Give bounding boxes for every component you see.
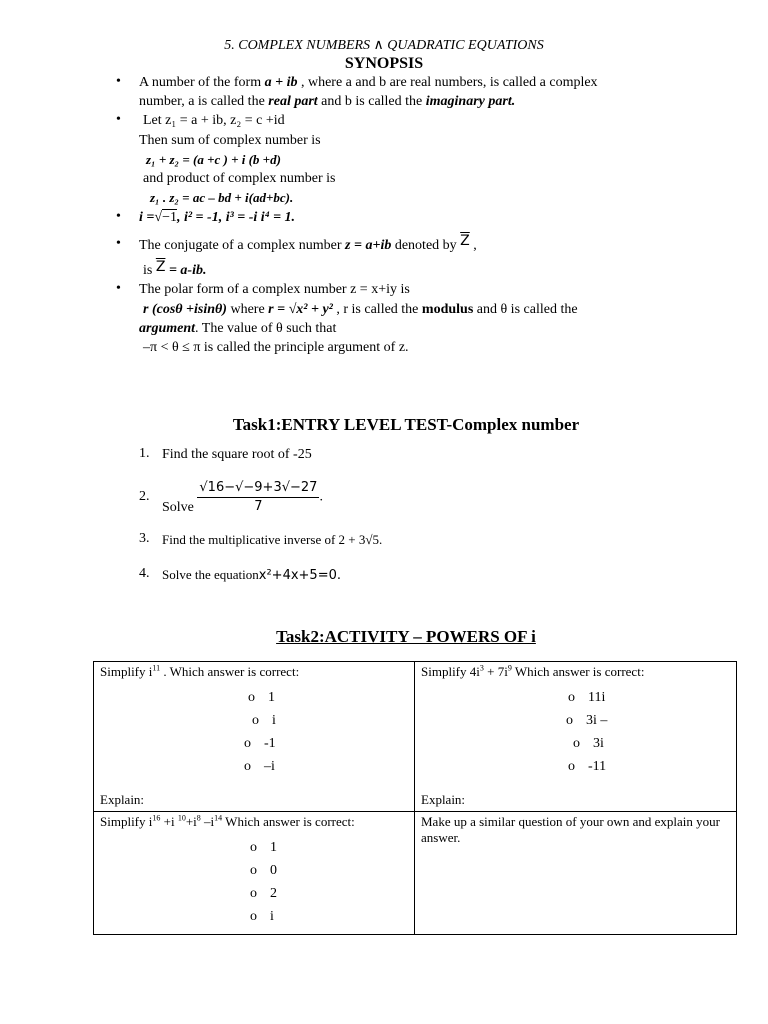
synopsis-heading: SYNOPSIS <box>344 55 424 72</box>
option-item[interactable] <box>100 690 408 713</box>
synopsis-b4-line1 <box>139 233 477 255</box>
equation: x²+4x+5=0. <box>258 568 341 583</box>
bullet-icon: • <box>116 236 121 251</box>
synopsis-b2-line1: Let z₁ = a + ib, z₂ = c +id <box>143 113 285 128</box>
text-emph: argument <box>139 321 196 336</box>
synopsis-b1-line2 <box>139 93 515 111</box>
option-bullet-icon: o <box>568 690 575 705</box>
superscript: 9 <box>507 663 512 673</box>
text: , i² = -1, i³ = -i i⁴ = 1. <box>176 210 296 225</box>
text: . Which answer is correct: <box>160 664 300 679</box>
text-emph: real part <box>268 94 318 109</box>
question-number: 4. <box>139 566 150 581</box>
option-bullet-icon: o <box>566 713 573 728</box>
z-bar: $\overline{Z}$ <box>460 233 470 249</box>
option-label: 11i <box>588 690 606 705</box>
text-emph: z = a+ib <box>345 238 392 253</box>
table-row <box>94 662 737 812</box>
text: and θ is called the <box>473 302 578 317</box>
option-item[interactable] <box>100 886 408 909</box>
question-number: 3. <box>139 531 150 546</box>
option-bullet-icon: o <box>250 909 257 924</box>
superscript: 10 <box>177 813 186 823</box>
question-2 <box>162 479 323 516</box>
superscript: 3 <box>479 663 484 673</box>
activity-table <box>93 661 737 935</box>
option-list <box>421 690 730 782</box>
question-number: 2. <box>139 489 150 504</box>
text: denoted by <box>391 238 461 253</box>
synopsis-b2-line3: z₁ + z₂ = (a +c ) + i (b +d) <box>146 152 281 167</box>
synopsis-b5-line1: The polar form of a complex number z = x+iy is <box>139 282 410 297</box>
z-bar: $\overline{Z}$ <box>155 259 166 275</box>
bullet-icon: • <box>116 74 121 89</box>
text: . <box>319 489 323 505</box>
text: i = <box>139 210 155 225</box>
option-item[interactable] <box>421 736 730 759</box>
document-title: 5. COMPLEX NUMBERS ∧ QUADRATIC EQUATIONS <box>224 38 544 53</box>
explain-label: Explain: <box>100 792 145 807</box>
text: + 7i <box>483 664 508 679</box>
text: +i <box>160 814 178 829</box>
option-bullet-icon: o <box>250 886 257 901</box>
cell-prompt: Make up a similar question of your own and explain your answer. <box>421 814 720 845</box>
text-bold: modulus <box>421 302 474 317</box>
text: Simplify 4i <box>421 664 480 679</box>
text: A number of the form <box>139 75 265 90</box>
text: where <box>226 302 269 317</box>
option-item[interactable] <box>100 840 408 863</box>
bullet-icon: • <box>116 281 121 296</box>
option-list <box>100 690 408 782</box>
option-item[interactable] <box>100 713 408 736</box>
text: number, a is called the <box>139 94 269 109</box>
text: Simplify i <box>100 664 153 679</box>
text-emph: = a-ib. <box>165 263 207 278</box>
bullet-icon: • <box>116 112 121 127</box>
option-label: 2 <box>270 886 277 901</box>
option-label: 3i – <box>586 713 608 728</box>
question-4 <box>162 566 341 585</box>
option-label: i <box>272 713 276 728</box>
text: , <box>469 238 477 253</box>
cell-prompt <box>100 814 408 830</box>
option-label: 3i <box>593 736 604 751</box>
option-bullet-icon: o <box>250 840 257 855</box>
option-bullet-icon: o <box>573 736 580 751</box>
synopsis-b3-line1: i =√−1, i² = -1, i³ = -i i⁴ = 1. <box>139 210 296 225</box>
option-item[interactable] <box>100 863 408 886</box>
option-item[interactable] <box>421 713 730 736</box>
question-number: 1. <box>139 446 150 461</box>
bullet-icon: • <box>116 209 121 224</box>
option-bullet-icon: o <box>244 759 251 774</box>
text: Simplify i <box>100 814 153 829</box>
fraction-numerator: √16−√−9+3√−27 <box>197 479 319 498</box>
text: +i <box>185 814 197 829</box>
text-emph: r = √x² + y² <box>268 302 333 317</box>
question-3: Find the multiplicative inverse of 2 + 3√5. <box>162 532 383 547</box>
superscript: 11 <box>152 663 161 673</box>
text: , where a and b are real numbers, is called a complex <box>297 75 598 90</box>
synopsis-b2-line5: z₁ . z₂ = ac – bd + i(ad+bc). <box>150 190 294 205</box>
text-emph: r (cosθ +isinθ) <box>143 302 227 317</box>
option-bullet-icon: o <box>568 759 575 774</box>
option-item[interactable] <box>421 690 730 713</box>
synopsis-b1-line1 <box>139 74 598 92</box>
text: is <box>143 263 156 278</box>
table-row <box>94 812 737 935</box>
text: The conjugate of a complex number <box>139 238 346 253</box>
option-label: -11 <box>588 759 607 774</box>
option-bullet-icon: o <box>252 713 259 728</box>
text: , r is called the <box>332 302 422 317</box>
option-bullet-icon: o <box>250 863 257 878</box>
text: Solve the equation <box>162 567 259 582</box>
text-emph: a + ib <box>264 75 298 90</box>
option-list <box>100 840 408 932</box>
task1-heading: Task1:ENTRY LEVEL TEST-Complex number <box>232 415 580 434</box>
question-1: Find the square root of -25 <box>162 447 312 462</box>
text: and b is called the <box>317 94 426 109</box>
option-label: 1 <box>268 690 275 705</box>
option-label: 0 <box>270 863 277 878</box>
superscript: 14 <box>214 813 223 823</box>
activity-cell-1 <box>94 662 415 812</box>
cell-prompt <box>421 664 730 680</box>
task2-heading: Task2:ACTIVITY – POWERS OF i <box>276 627 536 646</box>
superscript: 8 <box>196 813 201 823</box>
option-label: -1 <box>264 736 276 751</box>
text: –i <box>200 814 215 829</box>
text: Which answer is correct: <box>222 814 355 829</box>
synopsis-b2-line2: Then sum of complex number is <box>139 133 321 148</box>
text: . The value of θ such that <box>195 321 337 336</box>
text: −1 <box>162 210 177 225</box>
option-bullet-icon: o <box>248 690 255 705</box>
text: Solve <box>162 499 198 515</box>
text: Which answer is correct: <box>511 664 645 679</box>
option-item[interactable] <box>100 909 408 932</box>
fraction-denominator: 7 <box>254 499 263 514</box>
activity-cell-3 <box>94 812 415 935</box>
synopsis-b5-line2 <box>143 301 578 319</box>
option-label: i <box>270 909 274 924</box>
option-item[interactable] <box>100 759 408 782</box>
option-item[interactable] <box>421 759 730 782</box>
text-emph: imaginary part. <box>425 94 516 109</box>
synopsis-b5-line4: –π < θ ≤ π is called the principle argument of z. <box>143 340 409 355</box>
synopsis-b2-line4: and product of complex number is <box>143 171 336 186</box>
explain-label: Explain: <box>421 792 466 807</box>
option-label: –i <box>264 759 275 774</box>
option-bullet-icon: o <box>244 736 251 751</box>
activity-cell-2 <box>415 662 737 812</box>
synopsis-b4-line2 <box>143 261 206 280</box>
fraction <box>197 479 319 516</box>
superscript: 16 <box>152 813 161 823</box>
cell-prompt <box>100 664 408 680</box>
option-item[interactable] <box>100 736 408 759</box>
option-label: 1 <box>270 840 277 855</box>
synopsis-b5-line3 <box>139 320 336 338</box>
activity-cell-4 <box>415 812 737 935</box>
